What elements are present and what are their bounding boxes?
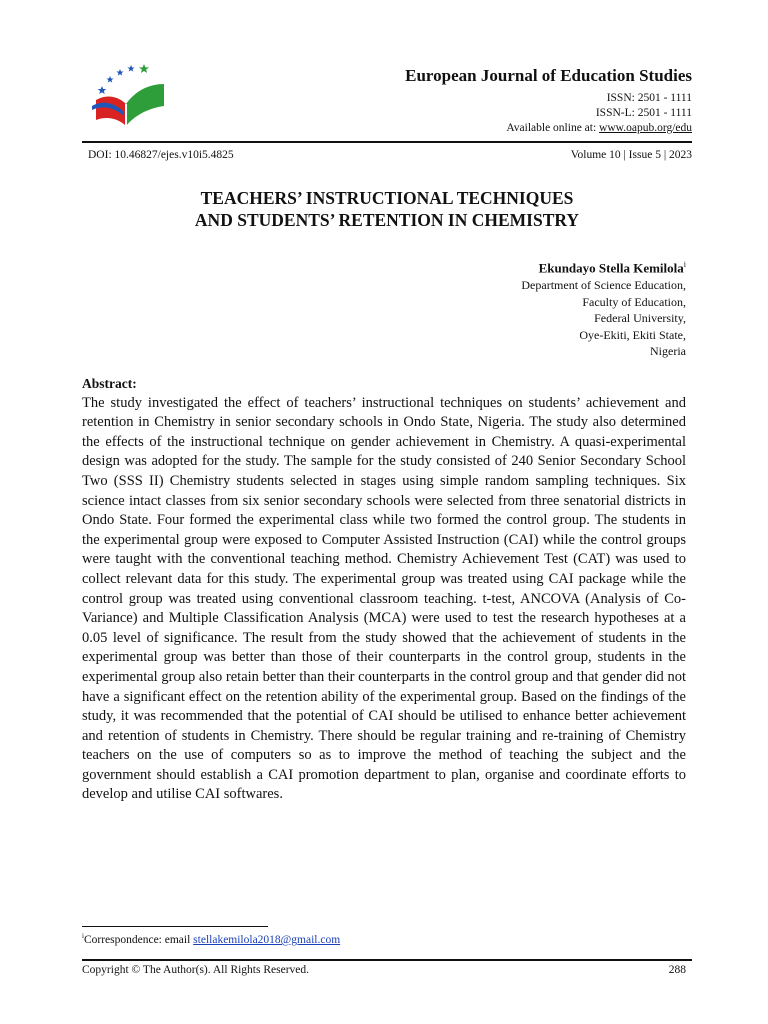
affiliation-line: Department of Science Education, <box>521 278 686 293</box>
journal-title: European Journal of Education Studies <box>405 66 692 85</box>
star-icon <box>139 64 149 73</box>
open-book-stars-logo-icon <box>88 60 168 132</box>
author-name: Ekundayo Stella Kemilola$^i$ <box>538 260 686 276</box>
star-icon <box>116 69 123 76</box>
paper-title <box>82 187 692 231</box>
correspondence-footnote <box>82 932 340 946</box>
title-line-2: AND STUDENTS’ RETENTION IN CHEMISTRY <box>194 210 580 230</box>
doi: DOI: 10.46827/ejes.v10i5.4825 <box>88 149 234 161</box>
title-line-1: TEACHERS’ INSTRUCTIONAL TECHNIQUES <box>200 188 574 208</box>
footnote-label: Correspondence: email <box>83 933 194 946</box>
availability-label: Available online at: <box>506 122 600 134</box>
journal-header <box>405 66 692 136</box>
volume-issue-year: Volume 10 | Issue 5 | 2023 <box>570 149 692 161</box>
issn: ISSN: 2501 - 1111 <box>606 92 692 104</box>
availability-line <box>405 121 692 136</box>
footnote-marker: i <box>82 932 84 940</box>
journal-url-link[interactable]: www.oapub.org/edu <box>599 122 692 134</box>
footnote-divider <box>82 926 268 927</box>
header-divider <box>82 141 692 143</box>
abstract-heading: Abstract: <box>82 376 137 391</box>
star-icon <box>98 86 107 94</box>
issn-l: ISSN-L: 2501 - 1111 <box>595 107 692 119</box>
abstract-body: The study investigated the effect of teachers’ instructional techniques on students’ achievement and retention in Chemistry in senior secondary schools in Ondo State, Nigeria. The study also determined the effects of the instructional technique on gender achievement in Chemistry. A quasi-experimental design was adopted for the study. The sample for the study consisted of 240 Senior Secondary School Two (SSS II) Chemistry students selected in stages using simple random sampling techniques. Six science intact classes from six senior secondary schools were selected from three senatorial districts in Ondo State. Four formed the experimental class while two formed the control group. The students in the experimental group were exposed to Computer Assisted Instruction (CAI) while the control groups were taught with the conventional teaching method. Chemistry Achievement Test (CAT) was used to collect relevant data for this study. The experimental group was treated using CAI package while the control group was treated using conventional classroom teaching. t-test, ANCOVA (Analysis of Co-Variance) and Multiple Classification Analysis (MCA) were used to test the research hypotheses at a 0.05 level of significance. The result from the study showed that the achievement of students in the experimental group was better than those of their counterparts in the control group, students in the experimental group also retain better than their counterparts in the control group and that gender did not have a significant effect on the retention ability of the experimental group. Based on the findings of the study, it was recommended that the potential of CAI should be utilised to enhance better achievement and retention of students in Chemistry. There should be regular training and re-training of Chemistry teachers on the use of computers so as to improve the method of teaching the subject and the government should establish a CAI promotion department to plan, organise and coordinate efforts to develop and utilise CAI softwares. <box>82 394 686 803</box>
affiliation-line: Oye-Ekiti, Ekiti State, <box>579 327 686 342</box>
page-footer <box>82 964 686 976</box>
star-icon <box>106 76 113 83</box>
author-footnote-marker: i <box>683 260 686 269</box>
star-icon <box>127 65 134 72</box>
page-number: 288 <box>668 964 686 976</box>
affiliation-line: Nigeria <box>650 344 686 359</box>
journal-logo <box>88 60 168 132</box>
correspondence-email-link[interactable]: stellakemilola2018@gmail.com <box>193 933 341 946</box>
abstract-section <box>82 374 686 805</box>
author-block <box>521 256 686 360</box>
doi-row <box>88 149 692 161</box>
footer-divider <box>82 959 692 961</box>
copyright: Copyright © The Author(s). All Rights Reserved. <box>82 964 310 976</box>
affiliation-line: Federal University, <box>594 311 686 326</box>
affiliation-line: Faculty of Education, <box>582 294 686 309</box>
